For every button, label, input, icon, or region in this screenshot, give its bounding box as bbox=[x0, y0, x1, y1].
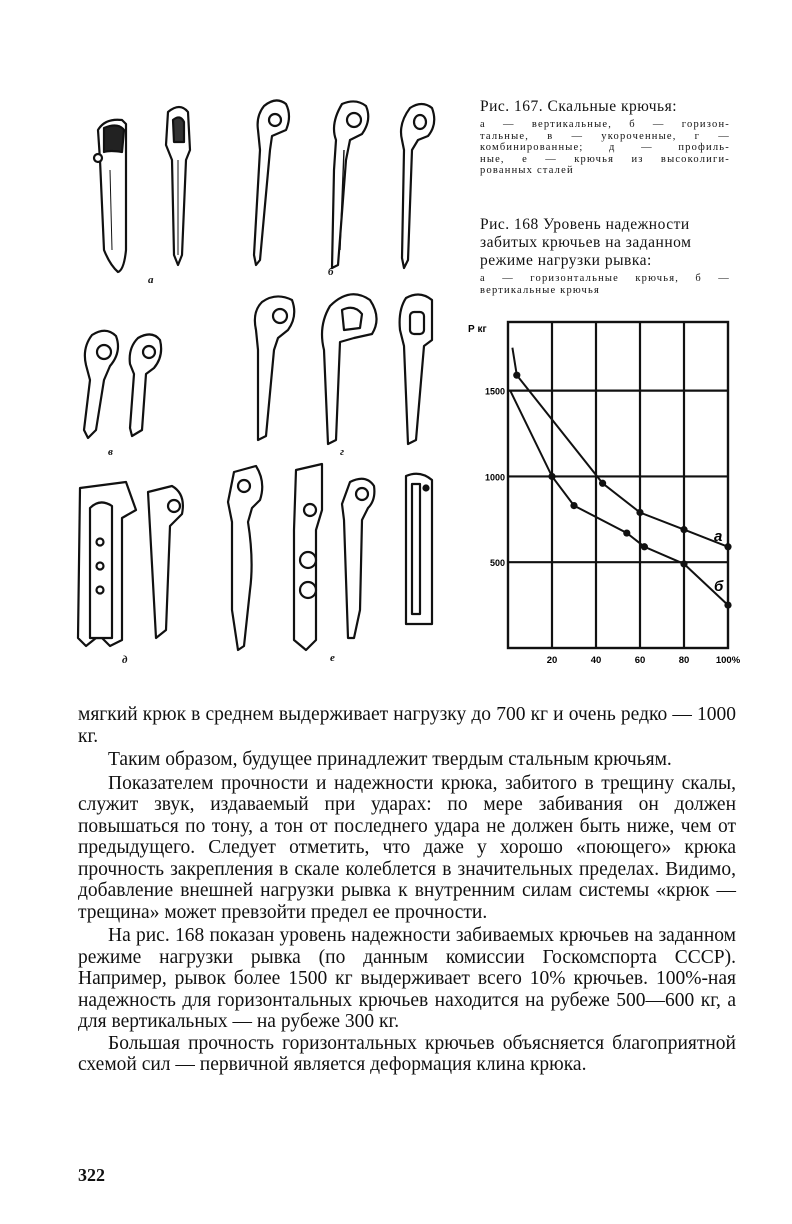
legend-line: вертикальные крючья bbox=[480, 284, 601, 296]
series-label: а bbox=[714, 527, 723, 545]
piton-b-3 bbox=[401, 104, 434, 268]
piton-e-1 bbox=[228, 466, 262, 650]
figure-167-caption bbox=[480, 98, 730, 177]
paragraph: Таким образом, будущее принадлежит твердым стальным крючьям. bbox=[108, 749, 672, 770]
label-e: е bbox=[330, 652, 335, 664]
x-tick-label: 100% bbox=[715, 655, 741, 666]
data-point bbox=[680, 526, 687, 533]
piton-g-2 bbox=[322, 294, 377, 444]
figure-168-legend bbox=[480, 273, 730, 296]
legend-line: комбинированные; д — профиль- bbox=[480, 142, 730, 153]
paragraph: На рис. 168 показан уровень надежности забиваемых крючьев на заданном режиме нагрузки рывка (по данным комиссии Госкомспорта СССР). Например, рывок более 1500 кг выдерживает всего 10% крючьев. 100%-ная надежность для горизонтальных крючьев находится на рубеже 500—600 кг, а для вертикальных — на рубеже 300 кг. bbox=[78, 925, 736, 1032]
figure-167-title: Рис. 167. Скальные крючья: bbox=[480, 98, 678, 115]
figure-167-pitons bbox=[60, 90, 460, 675]
figure-168-chart bbox=[462, 318, 752, 668]
paragraph: Большая прочность горизонтальных крючьев объясняется благоприятной схемой сил — первичной является деформация клина крюка. bbox=[78, 1032, 736, 1075]
piton-a-side bbox=[166, 107, 190, 265]
piton-g-1 bbox=[255, 296, 294, 440]
label-a: а bbox=[148, 274, 154, 286]
data-point bbox=[623, 529, 630, 536]
label-v: в bbox=[108, 446, 113, 458]
data-point bbox=[641, 543, 648, 550]
figure-168-title-line: Рис. 168 Уровень надежности bbox=[480, 216, 690, 233]
series-line-0 bbox=[512, 348, 728, 547]
piton-v-1 bbox=[84, 331, 118, 438]
page-number: 322 bbox=[78, 1165, 105, 1185]
reliability-chart bbox=[462, 318, 752, 668]
data-point bbox=[513, 372, 520, 379]
piton-a-front bbox=[94, 120, 126, 272]
legend-line: а — горизонтальные крючья, б — bbox=[480, 273, 730, 284]
label-d: д bbox=[122, 654, 128, 666]
series-label: б bbox=[714, 578, 724, 596]
figure-168-title-line: забитых крючьев на заданном bbox=[480, 234, 692, 251]
y-tick-label: 1000 bbox=[484, 472, 505, 483]
data-point bbox=[680, 560, 687, 567]
legend-line: рованных сталей bbox=[480, 165, 574, 176]
y-tick-label: 1500 bbox=[484, 386, 505, 397]
piton-e-4 bbox=[406, 474, 432, 624]
x-tick-label: 40 bbox=[590, 655, 602, 666]
figure-168-title-line: режиме нагрузки рывка: bbox=[480, 252, 652, 269]
piton-e-3 bbox=[342, 479, 374, 638]
legend-line: а — вертикальные, б — горизон- bbox=[480, 119, 730, 130]
body-text bbox=[78, 704, 736, 1076]
figure-167-legend bbox=[480, 119, 730, 177]
data-point bbox=[548, 473, 555, 480]
pitons-illustration bbox=[60, 90, 460, 675]
figure-168-caption bbox=[480, 216, 730, 296]
data-point bbox=[599, 480, 606, 487]
x-tick-label: 60 bbox=[634, 655, 646, 666]
legend-line: ные, е — крючья из высоколиги- bbox=[480, 153, 730, 165]
data-point bbox=[724, 602, 731, 609]
piton-e-2 bbox=[294, 464, 322, 650]
piton-b-2 bbox=[332, 101, 368, 268]
paragraph: Показателем прочности и надежности крюка, забитого в трещину скалы, служит звук, издаваемый при ударах: по мере забивания он должен повышаться по тону, а тон от последнего удара не должен быть ниже, чем от предыдущего. Следует отметить, что даже у хорошо «поющего» крюка прочность закрепления в скале колеблется в значительных пределах. Видимо, добавление внешней нагрузки рывка к внутренним силам системы «крюк — трещина» может превзойти предел ее прочности. bbox=[78, 772, 736, 923]
label-g: г bbox=[340, 446, 345, 458]
legend-line: тальные, в — укороченные, г — bbox=[480, 130, 730, 142]
data-point bbox=[570, 502, 577, 509]
paragraph: мягкий крюк в среднем выдерживает нагрузку до 700 кг и очень редко — 1000 кг. bbox=[78, 704, 736, 747]
piton-g-3 bbox=[400, 294, 432, 444]
data-point bbox=[636, 509, 643, 516]
series-line-1 bbox=[510, 391, 728, 605]
piton-b-1 bbox=[254, 100, 289, 265]
piton-v-2 bbox=[130, 334, 161, 436]
data-point bbox=[724, 543, 731, 550]
x-tick-label: 80 bbox=[678, 655, 690, 666]
plot-frame bbox=[508, 322, 728, 648]
label-b: б bbox=[328, 266, 334, 278]
y-axis-label: Р кг bbox=[468, 324, 487, 335]
piton-d-1 bbox=[78, 482, 136, 646]
x-tick-label: 20 bbox=[546, 655, 558, 666]
piton-d-2 bbox=[148, 486, 183, 638]
y-tick-label: 500 bbox=[489, 558, 505, 569]
